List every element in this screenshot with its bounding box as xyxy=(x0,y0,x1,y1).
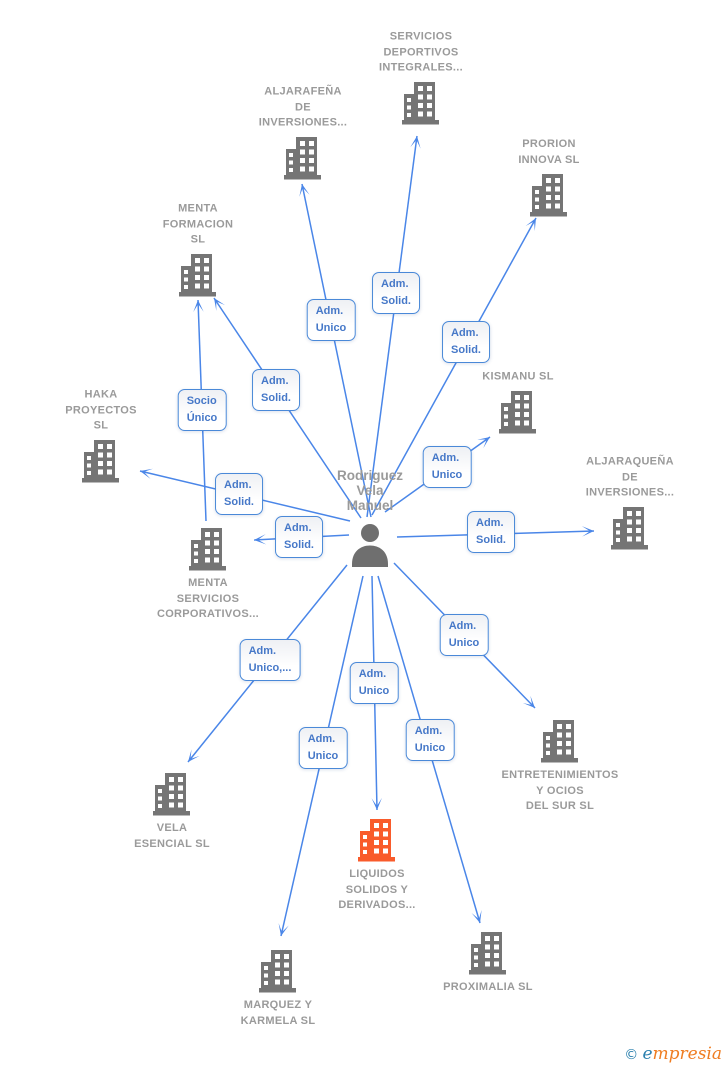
relationship-label-line: Unico xyxy=(414,741,446,754)
company-name-line: SL xyxy=(190,233,206,246)
building-icon xyxy=(611,506,649,550)
company-name-line: KARMELA SL xyxy=(240,1014,316,1027)
company-name xyxy=(208,85,398,132)
person-node-rodriguez-vela-manuel[interactable] xyxy=(337,468,403,567)
company-name xyxy=(6,388,196,435)
company-name-line: INTEGRALES... xyxy=(379,61,463,74)
building-icon xyxy=(259,949,297,993)
relationship-label-line: Adm. xyxy=(315,305,344,317)
company-name xyxy=(77,821,267,852)
company-name-line: INVERSIONES... xyxy=(258,116,348,129)
company-name-line: DERIVADOS... xyxy=(338,899,416,911)
arrowhead-icon xyxy=(214,298,225,311)
relationship-label-line: Solid. xyxy=(224,495,254,508)
building-icon xyxy=(499,390,537,434)
company-name-line: HAKA xyxy=(84,388,118,401)
company-name-line: Y OCIOS xyxy=(536,784,584,797)
company-name-line: MARQUEZ Y xyxy=(243,999,313,1011)
relationship-label-menta-servicios-corporativos xyxy=(275,516,323,558)
relationship-label-line: Único xyxy=(186,411,218,424)
company-name-line: FORMACION xyxy=(162,218,234,230)
company-name xyxy=(423,370,613,386)
company-name-line: ALJARAQUEÑA xyxy=(586,455,674,468)
relationship-label-line: Adm. xyxy=(414,725,443,737)
company-name-line: VELA xyxy=(156,822,188,834)
company-name xyxy=(454,137,644,168)
relationship-label-line: Adm. xyxy=(224,479,252,491)
relationship-label-menta-formacion xyxy=(178,389,227,431)
company-name-line: SOLIDOS Y xyxy=(345,883,409,896)
company-name-line: SL xyxy=(93,419,109,432)
arrowhead-icon xyxy=(477,437,490,448)
company-name xyxy=(326,30,516,77)
company-name-line: MENTA xyxy=(188,577,228,589)
relationship-label-line: Socio xyxy=(186,395,217,407)
company-name-line: DE xyxy=(622,471,638,483)
copyright-icon: © xyxy=(624,1047,639,1063)
company-name-line: PROXIMALIA SL xyxy=(443,981,533,993)
relationship-label-marquez-karmela xyxy=(299,727,348,769)
building-icon xyxy=(530,173,568,217)
relationship-label-line: Adm. xyxy=(381,278,409,290)
company-name-line: PRORION xyxy=(522,138,576,150)
company-name-line: CORPORATIVOS... xyxy=(156,608,260,620)
relationship-label-aljaraquena-inversiones xyxy=(467,511,515,553)
relationship-label-prorion-innova xyxy=(442,321,490,363)
building-icon xyxy=(189,527,227,571)
relationship-label-line: Solid. xyxy=(284,538,314,551)
building-icon xyxy=(358,818,396,862)
relationship-label-line: Adm. xyxy=(248,645,277,657)
company-node-aljaraquena-inversiones[interactable] xyxy=(585,455,675,550)
relationship-label-menta-formacion xyxy=(252,369,300,411)
relationship-edge-servicios-deportivos xyxy=(367,136,417,517)
company-name-line: DEPORTIVOS xyxy=(383,46,459,58)
company-name xyxy=(535,455,725,502)
company-node-menta-servicios-corporativos[interactable] xyxy=(156,527,260,620)
company-name xyxy=(183,998,373,1029)
company-node-aljarafena-inversiones[interactable] xyxy=(258,85,348,180)
company-name xyxy=(103,202,293,249)
arrowhead-icon xyxy=(526,218,536,231)
relationship-label-line: Adm. xyxy=(476,517,504,529)
company-name-line: ESENCIAL SL xyxy=(134,837,210,850)
company-node-marquez-karmela[interactable] xyxy=(240,949,316,1027)
company-node-haka-proyectos[interactable] xyxy=(65,388,137,483)
building-icon xyxy=(469,931,507,975)
relationship-label-line: Adm. xyxy=(307,733,336,745)
relationship-label-liquidos-solidos-derivados xyxy=(350,662,399,704)
relationship-label-kismanu xyxy=(423,446,472,488)
person-name-line: Vela xyxy=(356,483,384,498)
company-node-menta-formacion[interactable] xyxy=(162,202,234,297)
company-node-proximalia[interactable] xyxy=(443,931,533,993)
building-icon xyxy=(402,81,440,125)
company-name xyxy=(282,867,472,914)
relationship-label-line: Unico xyxy=(315,321,347,334)
company-name-line: KISMANU SL xyxy=(482,370,554,383)
relationship-label-line: Solid. xyxy=(451,343,481,356)
relationship-label-line: Unico,... xyxy=(248,661,292,674)
relationship-label-line: Solid. xyxy=(381,294,411,307)
person-name-line: Rodriguez xyxy=(337,468,403,483)
building-icon xyxy=(82,439,120,483)
person-icon xyxy=(349,523,391,567)
relationship-label-line: Solid. xyxy=(476,533,506,546)
company-name-line: LIQUIDOS xyxy=(349,868,405,880)
relationship-label-line: Unico xyxy=(431,468,463,481)
company-name-line: SERVICIOS xyxy=(389,30,453,43)
relationship-label-line: Adm. xyxy=(448,620,477,632)
company-name-line: DEL SUR SL xyxy=(525,800,595,812)
company-node-vela-esencial[interactable] xyxy=(134,772,210,850)
relationship-label-haka-proyectos xyxy=(215,473,263,515)
relationship-label-line: Adm. xyxy=(284,522,312,534)
relationship-label-line: Adm. xyxy=(358,668,387,680)
relationship-label-line: Adm. xyxy=(451,327,479,339)
relationship-label-line: Adm. xyxy=(261,375,289,387)
company-name xyxy=(393,980,583,996)
brand-wordmark: empresia xyxy=(642,1044,722,1064)
relationship-label-proximalia xyxy=(406,719,455,761)
company-node-entretenimientos-ocios-del-sur[interactable] xyxy=(501,719,619,812)
company-node-prorion-innova[interactable] xyxy=(518,138,580,217)
company-name-line: SERVICIOS xyxy=(176,592,240,605)
person-name-line: Manuel xyxy=(346,498,394,513)
relationship-label-line: Unico xyxy=(307,749,339,762)
company-name-line: ALJARAFEÑA xyxy=(264,85,342,98)
company-name-line: ENTRETENIMIENTOS xyxy=(501,769,619,781)
company-node-servicios-deportivos[interactable] xyxy=(379,30,463,125)
relationship-label-line: Adm. xyxy=(431,452,460,464)
company-name-line: MENTA xyxy=(178,202,218,215)
company-name-line: INNOVA SL xyxy=(518,153,580,166)
company-node-liquidos-solidos-derivados[interactable] xyxy=(338,818,416,911)
relationship-label-line: Unico xyxy=(358,684,390,697)
company-node-kismanu[interactable] xyxy=(482,370,554,434)
building-icon xyxy=(153,772,191,816)
relationship-label-entretenimientos-ocios-del-sur xyxy=(440,614,489,656)
building-icon xyxy=(179,253,217,297)
relationship-label-line: Unico xyxy=(448,636,480,649)
company-name-line: INVERSIONES... xyxy=(585,486,675,499)
company-name xyxy=(465,768,655,815)
company-name-line: DE xyxy=(295,101,311,113)
building-icon xyxy=(284,136,322,180)
company-name-line: PROYECTOS xyxy=(65,404,137,416)
relationship-label-servicios-deportivos xyxy=(372,272,420,314)
relationship-label-line: Solid. xyxy=(261,391,291,404)
building-icon xyxy=(541,719,579,763)
company-name xyxy=(113,576,303,623)
relationship-label-vela-esencial xyxy=(240,639,301,681)
footer-logo xyxy=(624,1044,722,1064)
relationship-label-aljarafena-inversiones xyxy=(307,299,356,341)
